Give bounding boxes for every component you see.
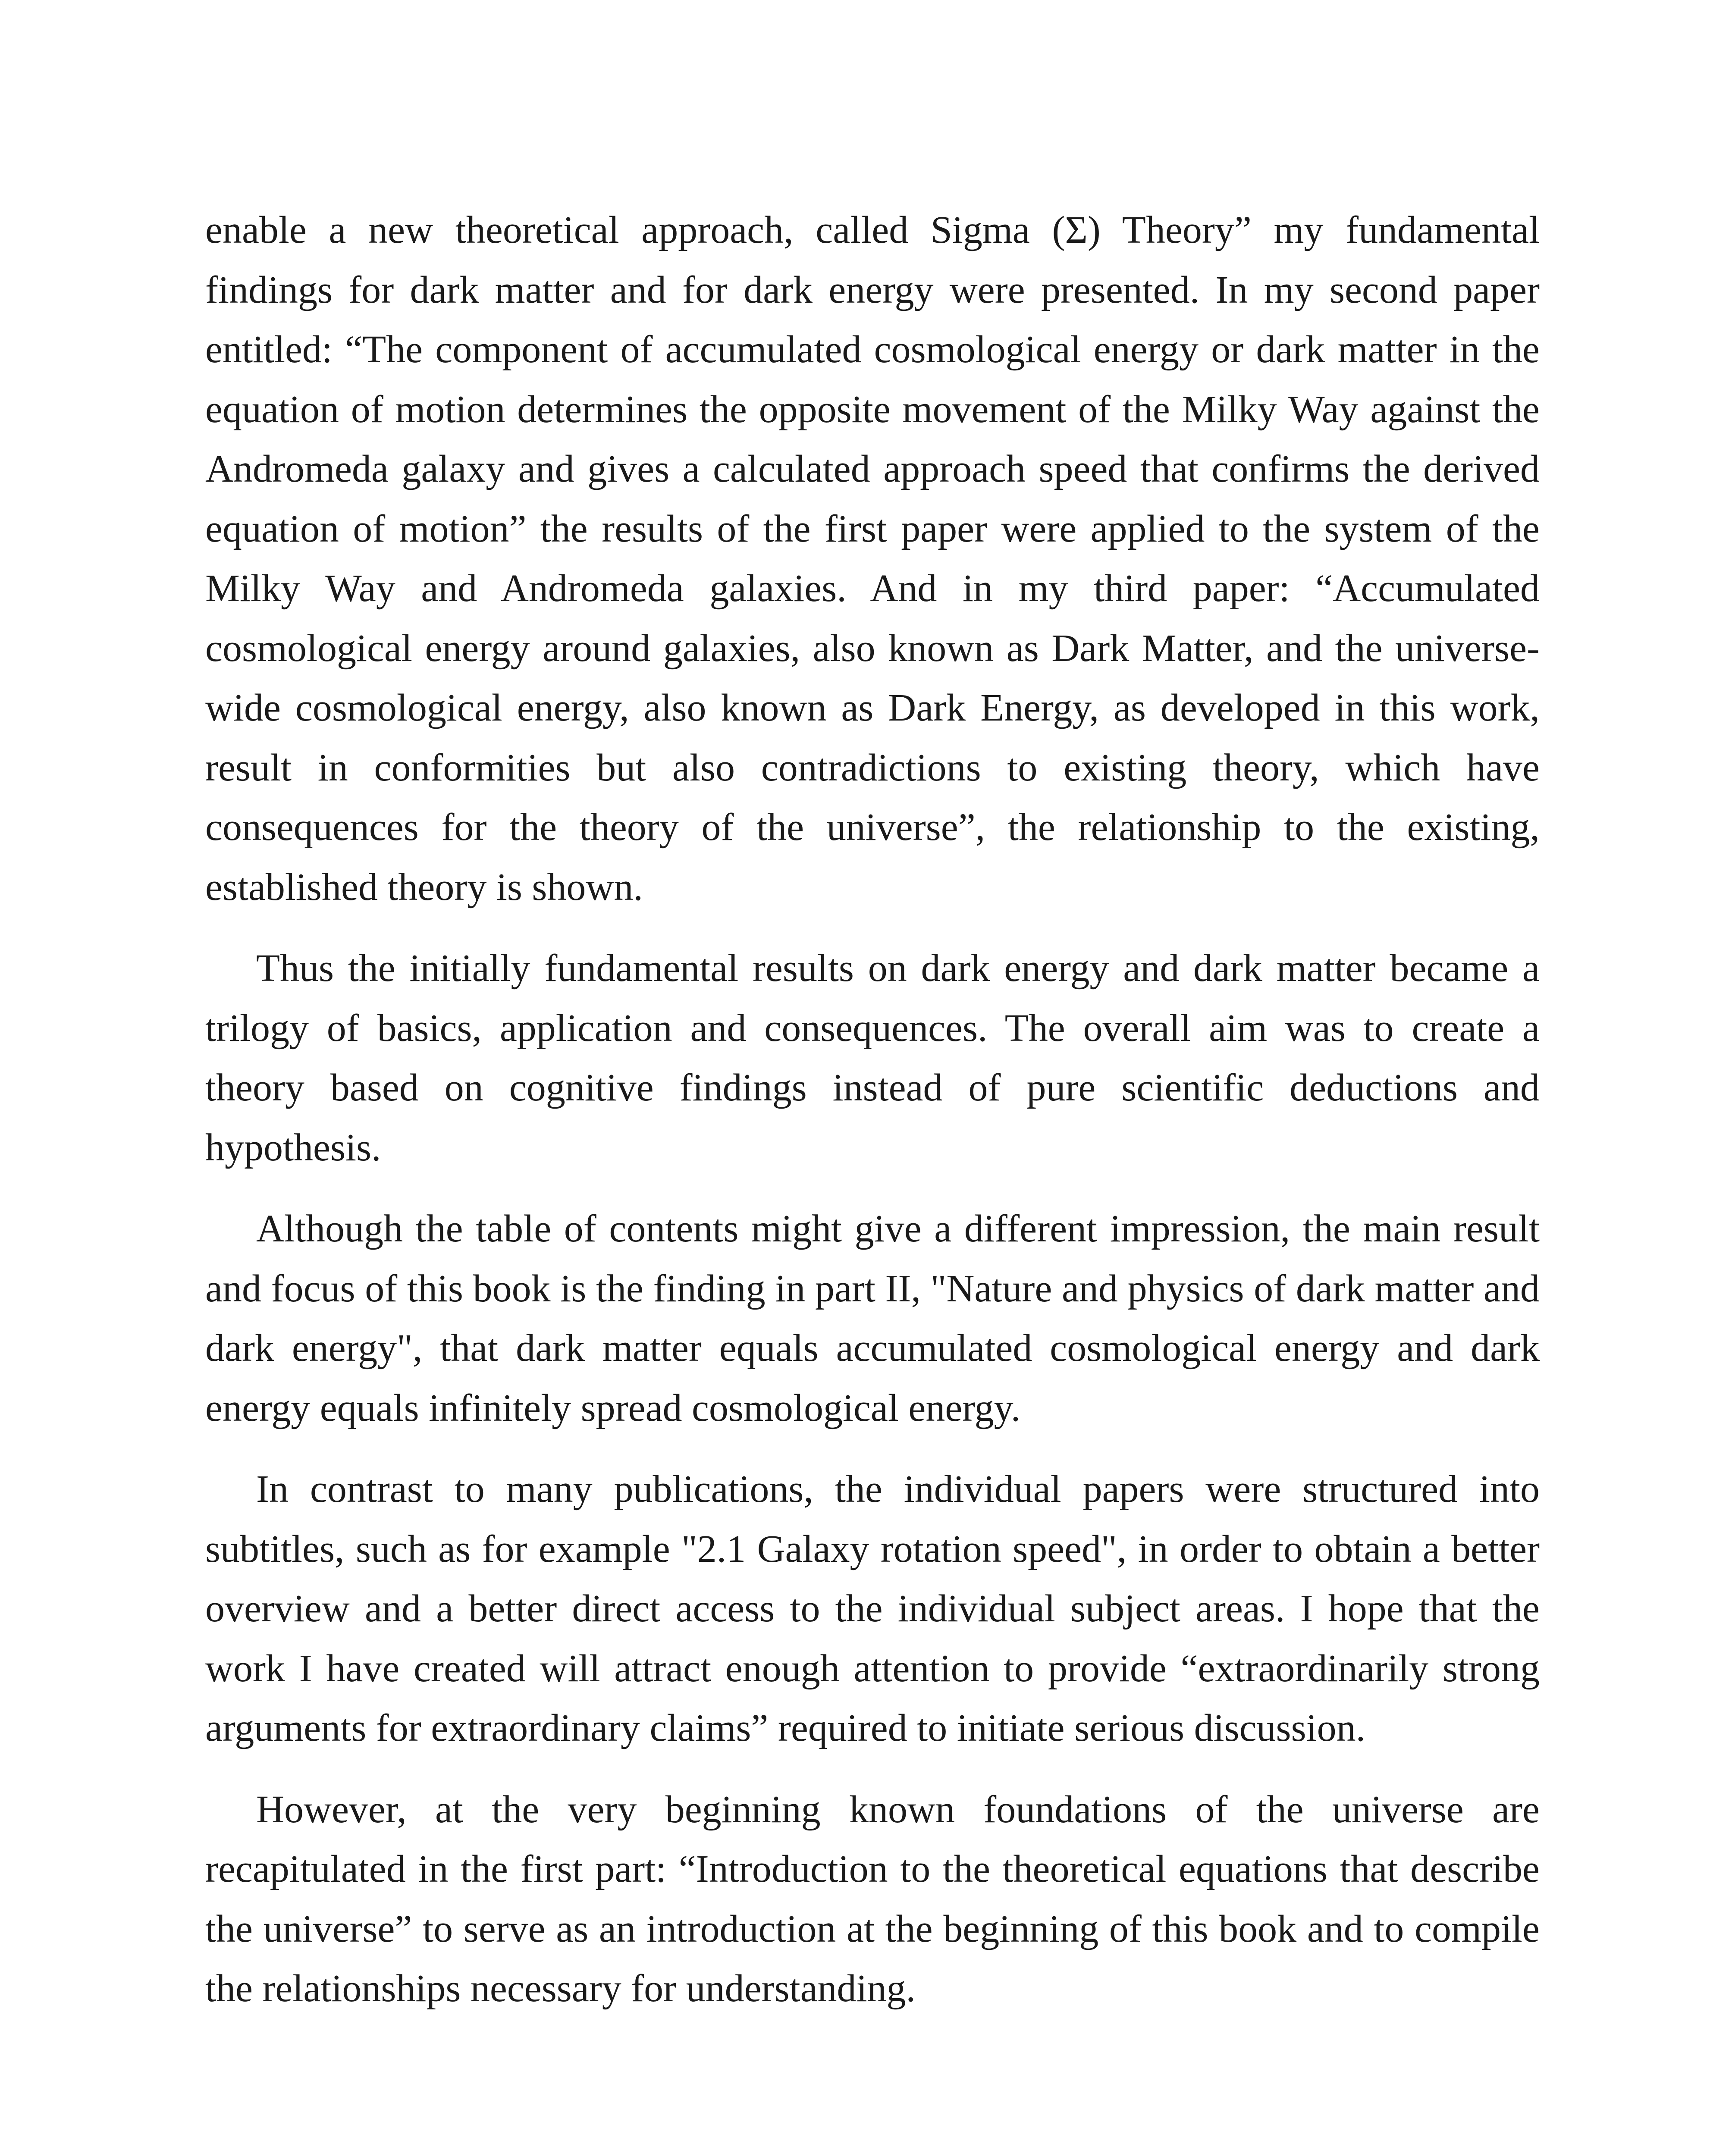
- paragraph-structure: In contrast to many publications, the individual papers were structured into subtitles, such as for example "2.1 Galaxy rotation speed", in order to obtain a better overview and a better direct access to the individual subject areas. I hope that the work I have created will attract enough attention to provide “extraordinarily strong arguments for extraordinary claims” required to initiate serious discussion.: [205, 1468, 1540, 1749]
- paragraph-trilogy: Thus the initially fundamental results on dark energy and dark matter became a trilogy of basics, application and consequences. The overall aim was to create a theory based on cognitive findings instead of pure scientific deductions and hypothesis.: [205, 947, 1540, 1169]
- paragraph-introduction: However, at the very beginning known foundations of the universe are recapitulated in the first part: “Introduction to the theoretical equations that describe the universe” to serve as an introduction at the beginning of this book and to compile the relationships necessary for understanding.: [205, 1788, 1540, 2010]
- paragraph-continued: enable a new theoretical approach, called Sigma (Σ) Theory” my fundamental findings for dark matter and for dark energy were presented. In my second paper entitled: “The component of accumulated cosmological energy or dark matter in the equation of motion determines the opposite movement of the Milky Way against the Andromeda galaxy and gives a calculated approach speed that confirms the derived equation of motion” the results of the first paper were applied to the system of the Milky Way and Andromeda galaxies. And in my third paper: “Accumulated cosmological energy around galaxies, also known as Dark Matter, and the universe-wide cosmological energy, also known as Dark Energy, as developed in this work, result in conformities but also contradictions to existing theory, which have consequences for the theory of the universe”, the relationship to the existing, established theory is shown.: [205, 209, 1540, 909]
- paragraph-main-result: Although the table of contents might give a different impression, the main result and focus of this book is the finding in part II, "Nature and physics of dark matter and dark energy", that dark matter equals accumulated cosmological energy and dark energy equals infinitely spread cosmological energy.: [205, 1207, 1540, 1429]
- body-text: [205, 201, 1540, 2019]
